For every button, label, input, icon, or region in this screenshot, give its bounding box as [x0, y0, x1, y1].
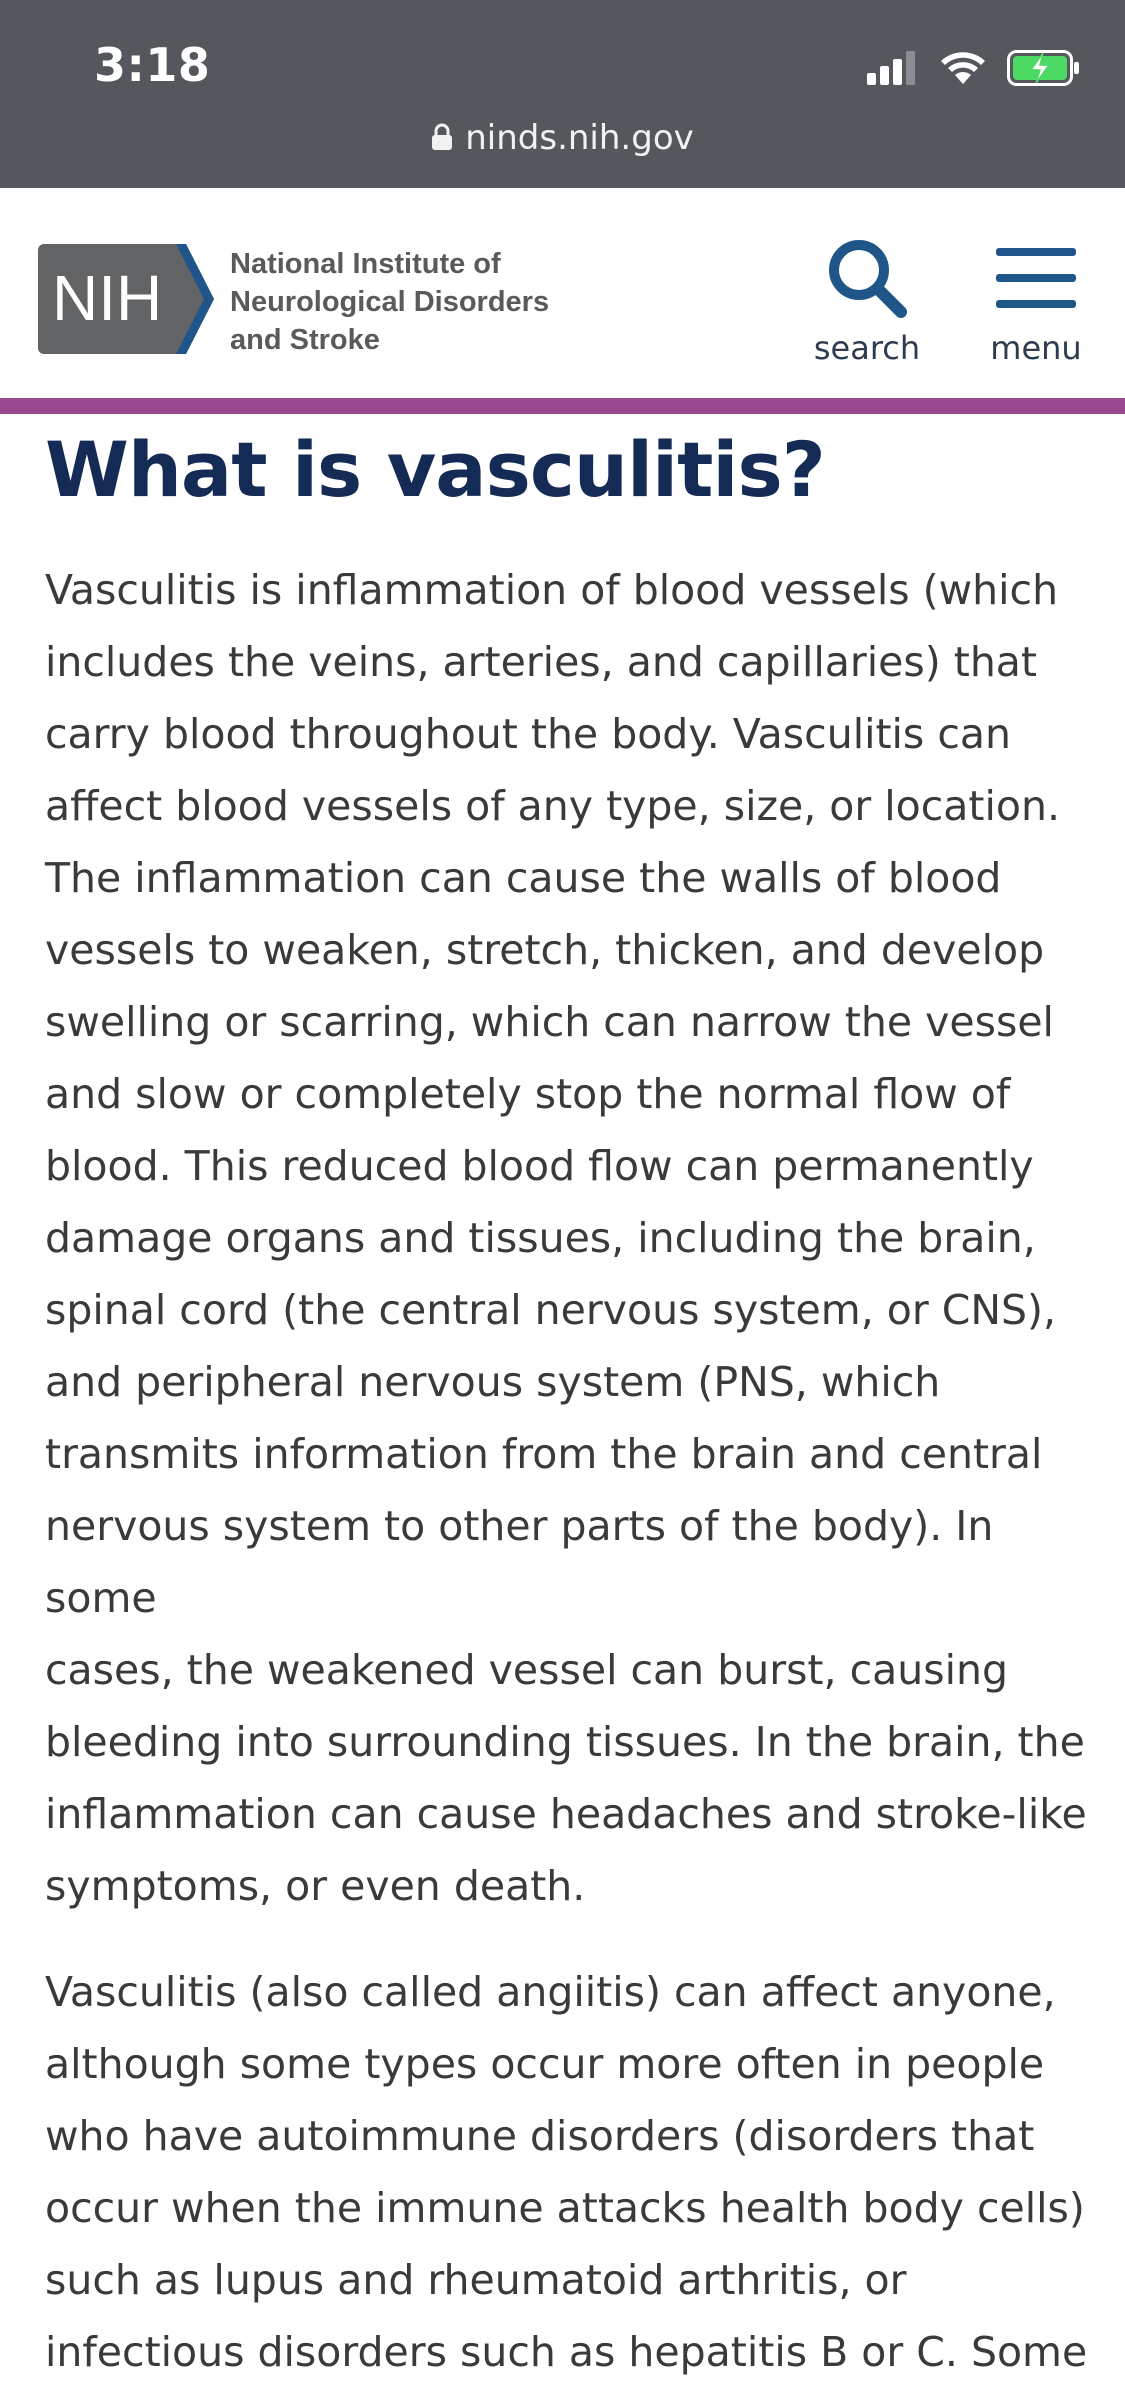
status-bar: [0, 0, 1125, 188]
lock-icon: [431, 120, 453, 160]
battery-charging-icon: [1007, 50, 1081, 91]
article-paragraph-1: Vasculitis is inflammation of blood vessels (which includes the veins, arteries, and capillaries) that carry blood throughout the body. Vasculitis can affect blood vessels of any type, size, or location. The inflammation can cause the walls of blood vessels to weaken, stretch, thicken, and develop swelling or scarring, which can narrow the vessel and slow or completely stop the normal flow of blood. This reduced blood flow can permanently damage organs and tissues, including the brain, spinal cord (the central nervous system, or CNS), and peripheral nervous system (PNS, which transmits information from the brain and central nervous system to other parts of the body). In some cases, the weakened vessel can burst, causing bleeding into surrounding tissues. In the brain, the inflammation can cause headaches and stroke-like symptoms, or even death.: [45, 566, 1087, 1910]
wifi-icon: [939, 50, 987, 91]
menu-button[interactable]: [984, 238, 1088, 367]
search-label: search: [813, 329, 921, 367]
article-paragraph-2: Vasculitis (also called angiitis) can affect anyone, although some types occur more often in people who have autoimmune disorders (disorders that occur when the immune attacks health body cells) such as lupus and rheumatoid arthritis, or infectious disorders such as hepatitis B or C. Some: [45, 1968, 1088, 2376]
url-bar[interactable]: [0, 118, 1125, 160]
nih-logo-mark: [38, 244, 216, 359]
header-divider: [0, 398, 1125, 414]
search-button[interactable]: [812, 238, 922, 367]
search-icon: [825, 305, 909, 322]
url-text: ninds.nih.gov: [465, 118, 694, 158]
menu-label: menu: [990, 329, 1082, 367]
ninds-logo[interactable]: [38, 244, 570, 359]
page-title: What is vasculitis?: [45, 425, 825, 514]
hamburger-menu-icon: [994, 305, 1078, 322]
article-content: [45, 414, 1095, 2388]
status-time: 3:18: [94, 38, 211, 92]
status-icons: [867, 50, 1081, 91]
cellular-signal-icon: [867, 51, 919, 90]
site-header: [0, 188, 1125, 398]
institute-name: National Institute of Neurological Disorders and Stroke: [230, 247, 550, 356]
nih-logo-text: NIH: [52, 262, 163, 334]
